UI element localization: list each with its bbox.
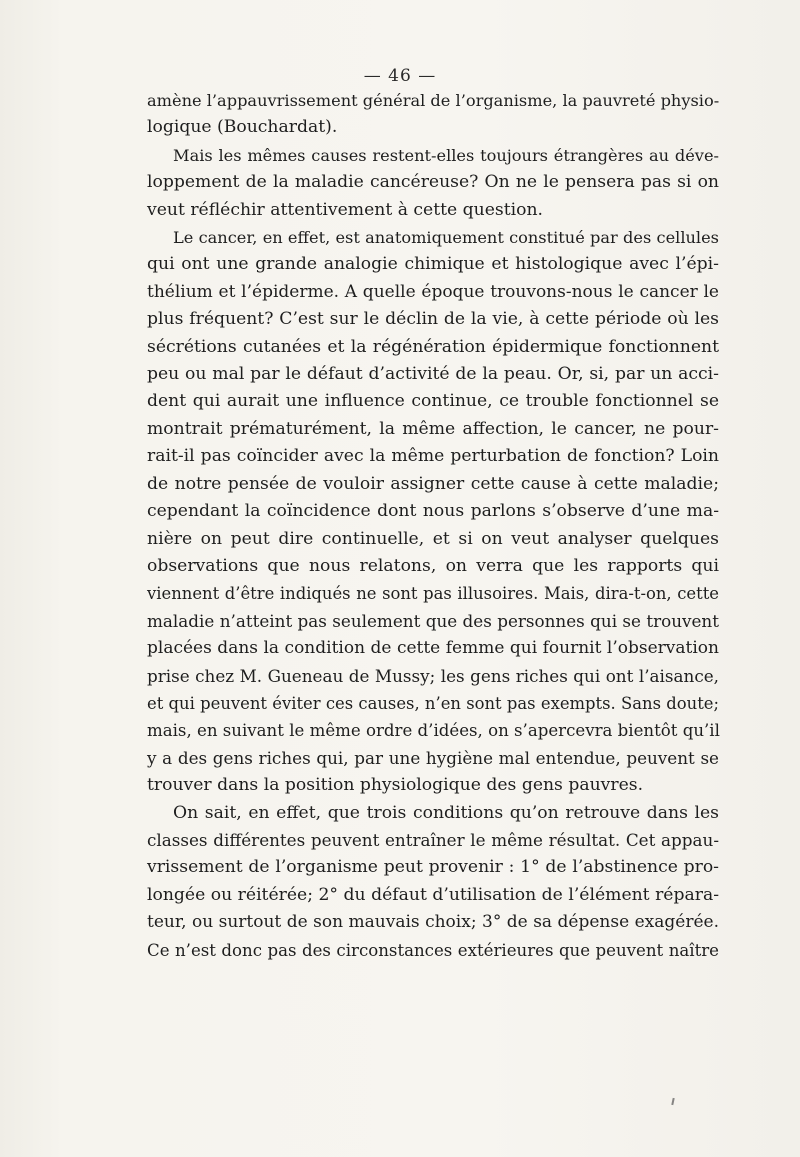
text-line: thélium et l’épiderme. A quelle époque trouvons-nous le cancer le — [147, 281, 719, 302]
text-line: trouver dans la position physiologique des gens pauvres. — [147, 775, 644, 796]
text-line: de notre pensée de vouloir assigner cette cause à cette maladie; — [147, 473, 719, 494]
text-line: amène l’appauvrissement général de l’organisme, la pauvreté physio- — [147, 91, 720, 110]
text-line: et qui peuvent éviter ces causes, n’en sont pas exempts. Sans doute; — [147, 693, 719, 713]
text-line: On sait, en effet, que trois conditions qu’on retrouve dans les — [173, 802, 719, 823]
text-line: placées dans la condition de cette femme qui fournit l’observation — [147, 638, 719, 659]
text-line: cependant la coïncidence dont nous parlons s’observe d’une ma- — [147, 501, 719, 522]
text-line: mais, en suivant le même ordre d’idées, on s’apercevra bientôt qu’il — [147, 721, 720, 741]
text-line: plus fréquent? C’est sur le déclin de la vie, à cette période où les — [147, 309, 719, 330]
text-line: Mais les mêmes causes restent-elles toujours étrangères au déve- — [173, 145, 719, 165]
text-line: nière on peut dire continuelle, et si on veut analyser quelques — [147, 528, 719, 549]
text-line: teur, ou surtout de son mauvais choix; 3° de sa dépense exagérée. — [147, 912, 719, 933]
text-line: y a des gens riches qui, par une hygiène mal entendue, peuvent se — [147, 747, 719, 768]
text-line: Ce n’est donc pas des circonstances extérieures que peuvent naître — [147, 940, 719, 960]
text-line: veut réfléchir attentivement à cette question. — [147, 199, 544, 220]
text-line: vrissement de l’organisme peut provenir : 1° de l’abstinence pro- — [147, 857, 719, 878]
text-line: dent qui aurait une influence continue, ce trouble fonctionnel se — [147, 391, 719, 412]
text-line: rait-il pas coïncider avec la même perturbation de fonction? Loin — [147, 446, 719, 467]
text-line: qui ont une grande analogie chimique et histologique avec l’épi- — [147, 254, 719, 275]
text-line: logique (Bouchardat). — [147, 117, 338, 138]
text-line: sécrétions cutanées et la régénération épidermique fonctionnent — [147, 336, 719, 357]
text-line: maladie n’atteint pas seulement que des personnes qui se trouvent — [147, 610, 719, 631]
body-text — [147, 87, 719, 964]
text-line: loppement de la maladie cancéreuse? On ne le pensera pas si on — [147, 172, 719, 193]
text-line: observations que nous relatons, on verra que les rapports qui — [147, 555, 719, 576]
text-line: Le cancer, en effet, est anatomiquement constitué par des cellules — [173, 228, 719, 248]
text-line: viennent d’être indiqués ne sont pas illusoires. Mais, dira-t-on, cette — [147, 584, 719, 604]
page-number: — 46 — — [363, 66, 437, 86]
text-line: longée ou réitérée; 2° du défaut d’utilisation de l’élément répara- — [147, 884, 719, 905]
text-line: montrait prématurément, la même affection, le cancer, ne pour- — [147, 418, 719, 439]
text-line: prise chez M. Gueneau de Mussy; les gens riches qui ont l’aisance, — [147, 665, 719, 686]
print-speck — [671, 1098, 674, 1105]
text-line: classes différentes peuvent entraîner le même résultat. Cet appau- — [147, 829, 719, 850]
text-line: peu ou mal par le défaut d’activité de la peau. Or, si, par un acci- — [147, 364, 719, 385]
